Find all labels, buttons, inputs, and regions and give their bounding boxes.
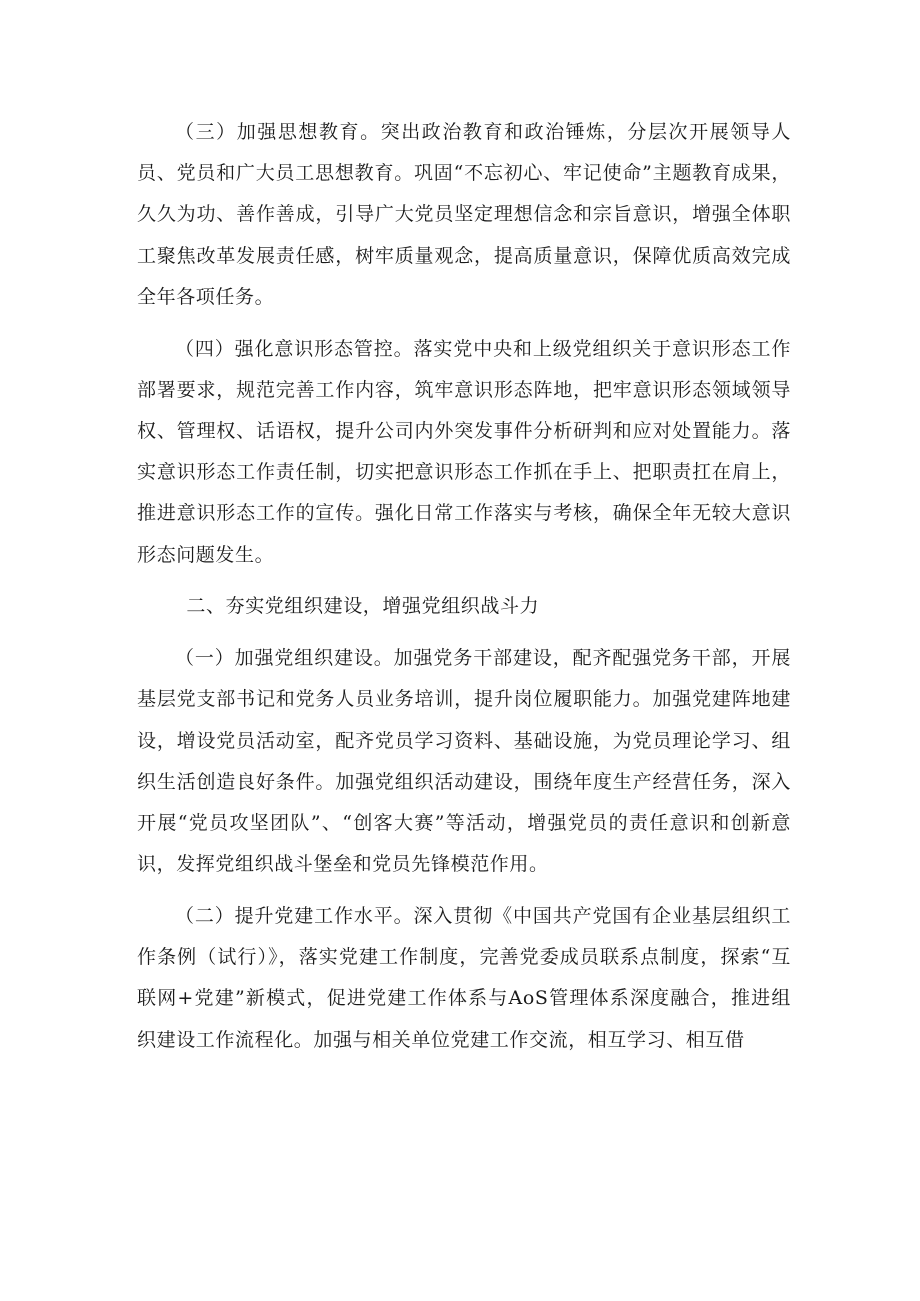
document-body — [137, 112, 791, 1071]
paragraph-party-organization-building: （一）加强党组织建设。加强党务干部建设，配齐配强党务干部，开展基层党支部书记和党务人员业务培训，提升岗位履职能力。加强党建阵地建设，增设党员活动室，配齐党员学习资料、基础设施，为党员理论学习、组织生活创造良好条件。加强党组织活动建设，围绕年度生产经营任务，深入开展“党员攻坚团队”、“创客大赛”等活动，增强党员的责任意识和创新意识，发挥党组织战斗堡垒和党员先锋模范作用。 — [137, 647, 791, 876]
paragraph-party-building-level: （二）提升党建工作水平。深入贯彻《中国共产党国有企业基层组织工作条例（试行）》，落实党建工作制度，完善党委成员联系点制度，探索“互联网+党建”新模式，促进党建工作体系与AoS管理体系深度融合，推进组织建设工作流程化。加强与相关单位党建工作交流，相互学习、相互借 — [137, 905, 791, 1051]
section-heading-party-organization: 二、夯实党组织建设，增强党组织战斗力 — [186, 595, 540, 618]
paragraph-strengthen-ideological-education: （三）加强思想教育。突出政治教育和政治锤炼，分层次开展领导人员、党员和广大员工思想教育。巩固“不忘初心、牢记使命”主题教育成果，久久为功、善作善成，引导广大党员坚定理想信念和宗旨意识，增强全体职工聚焦改革发展责任感，树牢质量观念，提高质量意识，保障优质高效完成全年各项任务。 — [137, 121, 791, 308]
paragraph-ideology-control: （四）强化意识形态管控。落实党中央和上级党组织关于意识形态工作部署要求，规范完善工作内容，筑牢意识形态阵地，把牢意识形态领域领导权、管理权、话语权，提升公司内外突发事件分析研判和应对处置能力。落实意识形态工作责任制，切实把意识形态工作抓在手上、把职责扛在肩上，推进意识形态工作的宣传。强化日常工作落实与考核，确保全年无较大意识形态问题发生。 — [137, 337, 791, 566]
